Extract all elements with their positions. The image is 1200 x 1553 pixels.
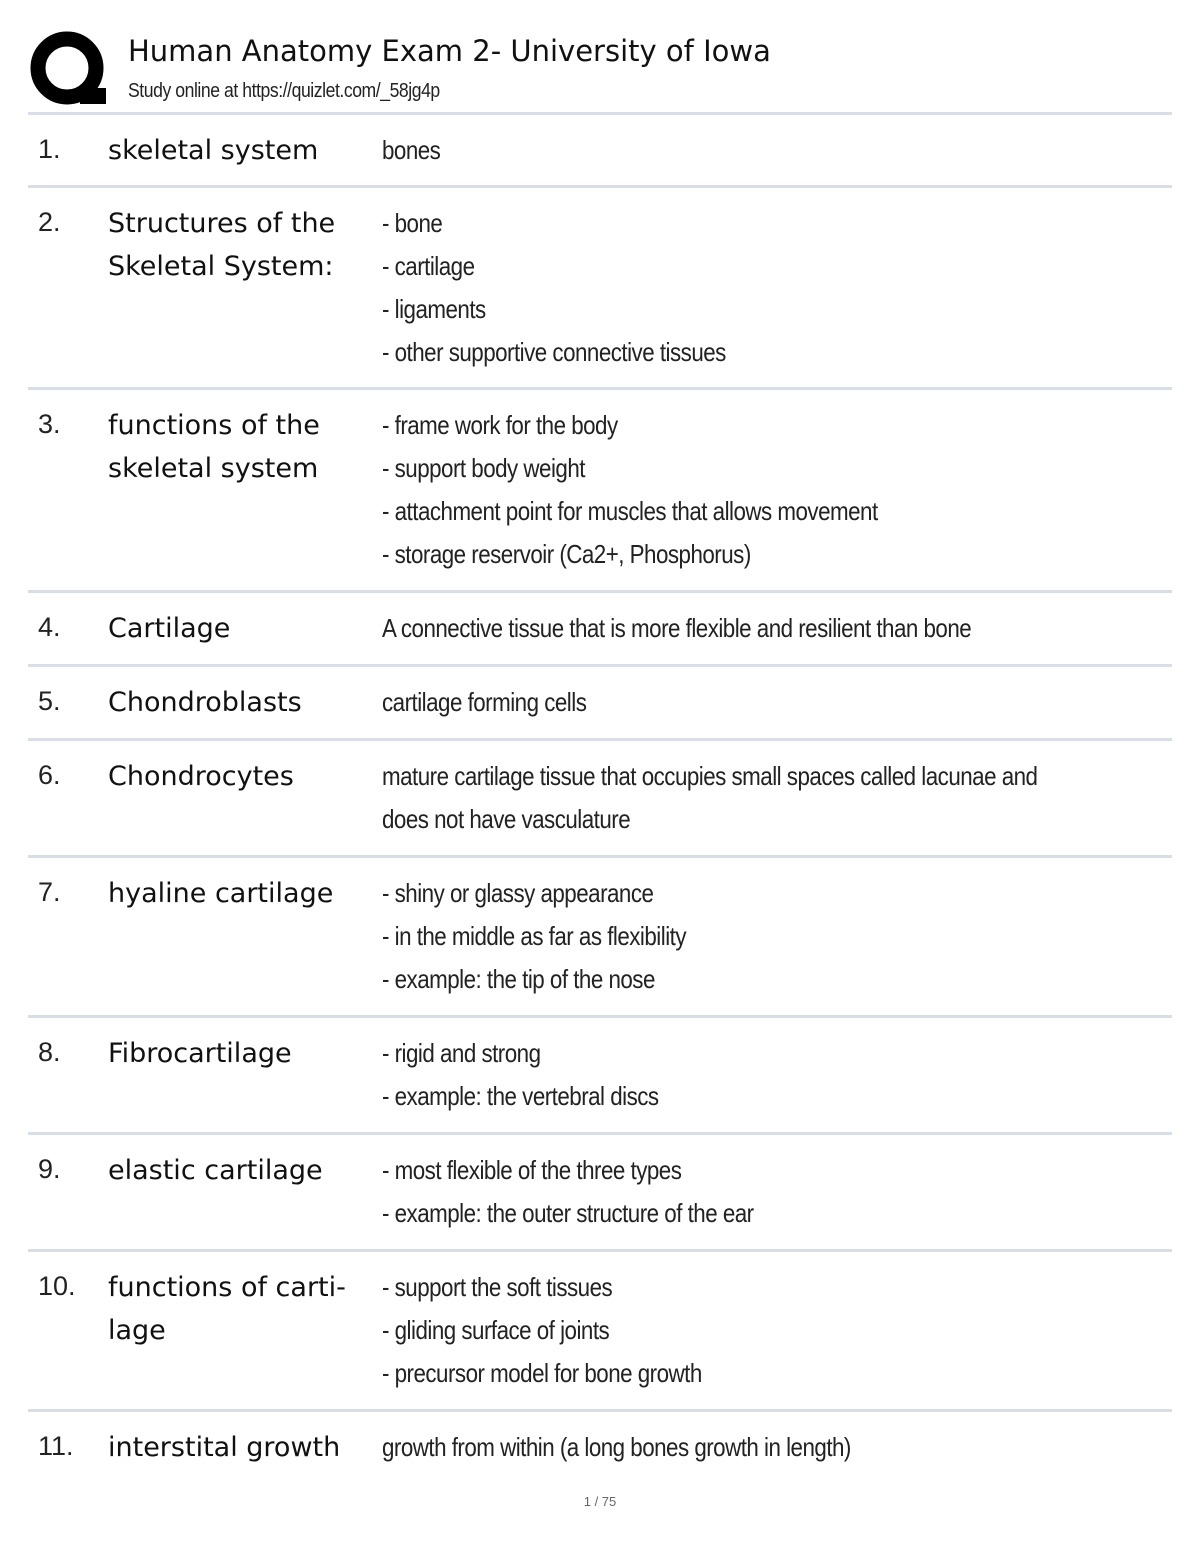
flashcard-row (28, 667, 1172, 741)
card-number: 6. (38, 760, 61, 790)
page-header (30, 30, 1172, 110)
card-term: hyaline cartilage (108, 878, 334, 909)
flashcard-row (28, 188, 1172, 390)
card-term: elastic cartilage (108, 1155, 323, 1186)
flashcard-row (28, 593, 1172, 667)
card-number: 3. (38, 409, 61, 439)
card-definition: - support the soft tissues - gliding surface of joints - precursor model for bone growth (382, 1272, 702, 1388)
card-definition: - most flexible of the three types - example: the outer structure of the ear (382, 1155, 754, 1228)
card-term: Chondroblasts (108, 687, 302, 718)
card-definition: - bone - cartilage - ligaments - other supportive connective tissues (382, 208, 726, 367)
card-term: Structures of the Skeletal System: (108, 208, 336, 282)
flashcard-list (28, 115, 1172, 1486)
flashcard-row (28, 115, 1172, 188)
card-number: 11. (38, 1431, 74, 1461)
page-title: Human Anatomy Exam 2- University of Iowa (128, 34, 771, 68)
card-term: Cartilage (108, 613, 231, 644)
card-definition: - frame work for the body - support body weight - attachment point for muscles that allows movement - storage reservoir (Ca2+, Phosphorus) (382, 410, 878, 569)
card-definition: A connective tissue that is more flexible and resilient than bone (382, 613, 972, 643)
card-definition: - shiny or glassy appearance - in the middle as far as flexibility - example: the tip of the nose (382, 878, 687, 994)
flashcard-row (28, 1018, 1172, 1135)
card-number: 9. (38, 1154, 61, 1184)
card-term: skeletal system (108, 135, 319, 166)
study-online-link-text[interactable]: Study online at https://quizlet.com/_58jg4p (128, 80, 440, 102)
card-number: 4. (38, 612, 61, 642)
card-term: functions of the skeletal system (108, 410, 320, 484)
card-number: 7. (38, 877, 61, 907)
page-number: 1 / 75 (583, 1494, 617, 1509)
card-number: 2. (38, 207, 61, 237)
card-number: 5. (38, 686, 61, 716)
card-term: Fibrocartilage (108, 1038, 292, 1069)
flashcard-row (28, 1412, 1172, 1486)
flashcard-row (28, 390, 1172, 593)
card-term: functions of carti-lage (108, 1272, 346, 1346)
quizlet-logo-icon (30, 30, 108, 108)
card-number: 1. (38, 134, 61, 164)
flashcard-row (28, 858, 1172, 1018)
card-number: 10. (38, 1271, 76, 1301)
card-definition: cartilage forming cells (382, 687, 587, 717)
flashcard-row (28, 1135, 1172, 1252)
card-term: interstital growth (108, 1432, 341, 1463)
flashcard-row (28, 1252, 1172, 1412)
card-term: Chondrocytes (108, 761, 294, 792)
card-definition: mature cartilage tissue that occupies small spaces called lacunae and does not have vasculature (382, 761, 1038, 834)
card-definition: - rigid and strong - example: the vertebral discs (382, 1038, 659, 1111)
card-definition: growth from within (a long bones growth in length) (382, 1432, 851, 1462)
card-definition: bones (382, 135, 441, 165)
card-number: 8. (38, 1037, 61, 1067)
flashcard-row (28, 741, 1172, 858)
